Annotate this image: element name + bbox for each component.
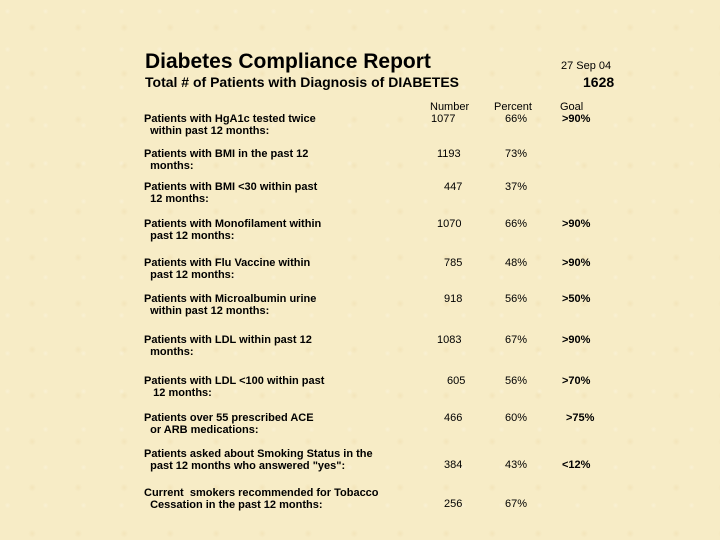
row-smoking-status xyxy=(0,448,720,478)
row-number: 1193 xyxy=(437,148,461,160)
row-number: 1077 xyxy=(431,113,456,125)
row-number: 605 xyxy=(447,375,466,387)
row-goal: >50% xyxy=(562,293,591,305)
row-goal: >75% xyxy=(566,412,595,424)
row-percent: 60% xyxy=(505,412,528,424)
row-tobacco-cessation xyxy=(0,487,720,517)
row-goal: >90% xyxy=(562,113,591,125)
row-number: 1070 xyxy=(437,218,462,230)
row-percent: 56% xyxy=(505,375,528,387)
total-patients: 1628 xyxy=(583,74,615,90)
row-label: Patients over 55 prescribed ACE or ARB medications: xyxy=(144,412,314,436)
row-percent: 43% xyxy=(505,459,528,471)
report-title: Diabetes Compliance Report xyxy=(145,50,431,73)
row-hga1c xyxy=(0,113,720,143)
row-percent: 66% xyxy=(505,218,528,230)
row-percent: 37% xyxy=(505,181,528,193)
column-header-goal: Goal xyxy=(560,101,584,113)
row-monofilament xyxy=(0,218,720,248)
row-number: 256 xyxy=(444,498,463,510)
row-number: 1083 xyxy=(437,334,462,346)
row-label: Patients with Microalbumin urine within past 12 months: xyxy=(144,293,317,317)
row-label: Patients with LDL <100 within past 12 months: xyxy=(144,375,325,399)
row-label: Patients asked about Smoking Status in the past 12 months who answered "yes": xyxy=(144,448,373,472)
row-ace-arb xyxy=(0,412,720,442)
row-percent: 67% xyxy=(505,498,528,510)
row-label: Current smokers recommended for Tobacco Cessation in the past 12 months: xyxy=(144,487,379,511)
row-goal: >70% xyxy=(562,375,591,387)
row-number: 918 xyxy=(444,293,463,305)
row-percent: 67% xyxy=(505,334,528,346)
row-number: 466 xyxy=(444,412,463,424)
column-header-number: Number xyxy=(430,101,470,113)
row-label: Patients with HgA1c tested twice within past 12 months: xyxy=(144,113,316,137)
report-date: 27 Sep 04 xyxy=(561,60,612,72)
row-goal: >90% xyxy=(562,334,591,346)
row-bmi-under-30 xyxy=(0,181,720,211)
row-bmi xyxy=(0,148,720,178)
row-label: Patients with BMI in the past 12 months: xyxy=(144,148,309,172)
row-ldl-under-100 xyxy=(0,375,720,405)
row-label: Patients with BMI <30 within past 12 months: xyxy=(144,181,318,205)
row-label: Patients with LDL within past 12 months: xyxy=(144,334,312,358)
row-goal: >90% xyxy=(562,218,591,230)
row-microalbumin xyxy=(0,293,720,323)
row-number: 785 xyxy=(444,257,463,269)
row-flu-vaccine xyxy=(0,257,720,287)
row-percent: 48% xyxy=(505,257,528,269)
row-ldl xyxy=(0,334,720,364)
row-goal: <12% xyxy=(562,459,591,471)
row-label: Patients with Flu Vaccine within past 12 months: xyxy=(144,257,311,281)
row-percent: 56% xyxy=(505,293,528,305)
row-number: 384 xyxy=(444,459,463,471)
row-number: 447 xyxy=(444,181,463,193)
row-goal: >90% xyxy=(562,257,591,269)
column-header-percent: Percent xyxy=(494,101,532,113)
report-subtitle: Total # of Patients with Diagnosis of DIABETES xyxy=(145,74,459,90)
row-label: Patients with Monofilament within past 12 months: xyxy=(144,218,322,242)
row-percent: 73% xyxy=(505,148,528,160)
row-percent: 66% xyxy=(505,113,528,125)
